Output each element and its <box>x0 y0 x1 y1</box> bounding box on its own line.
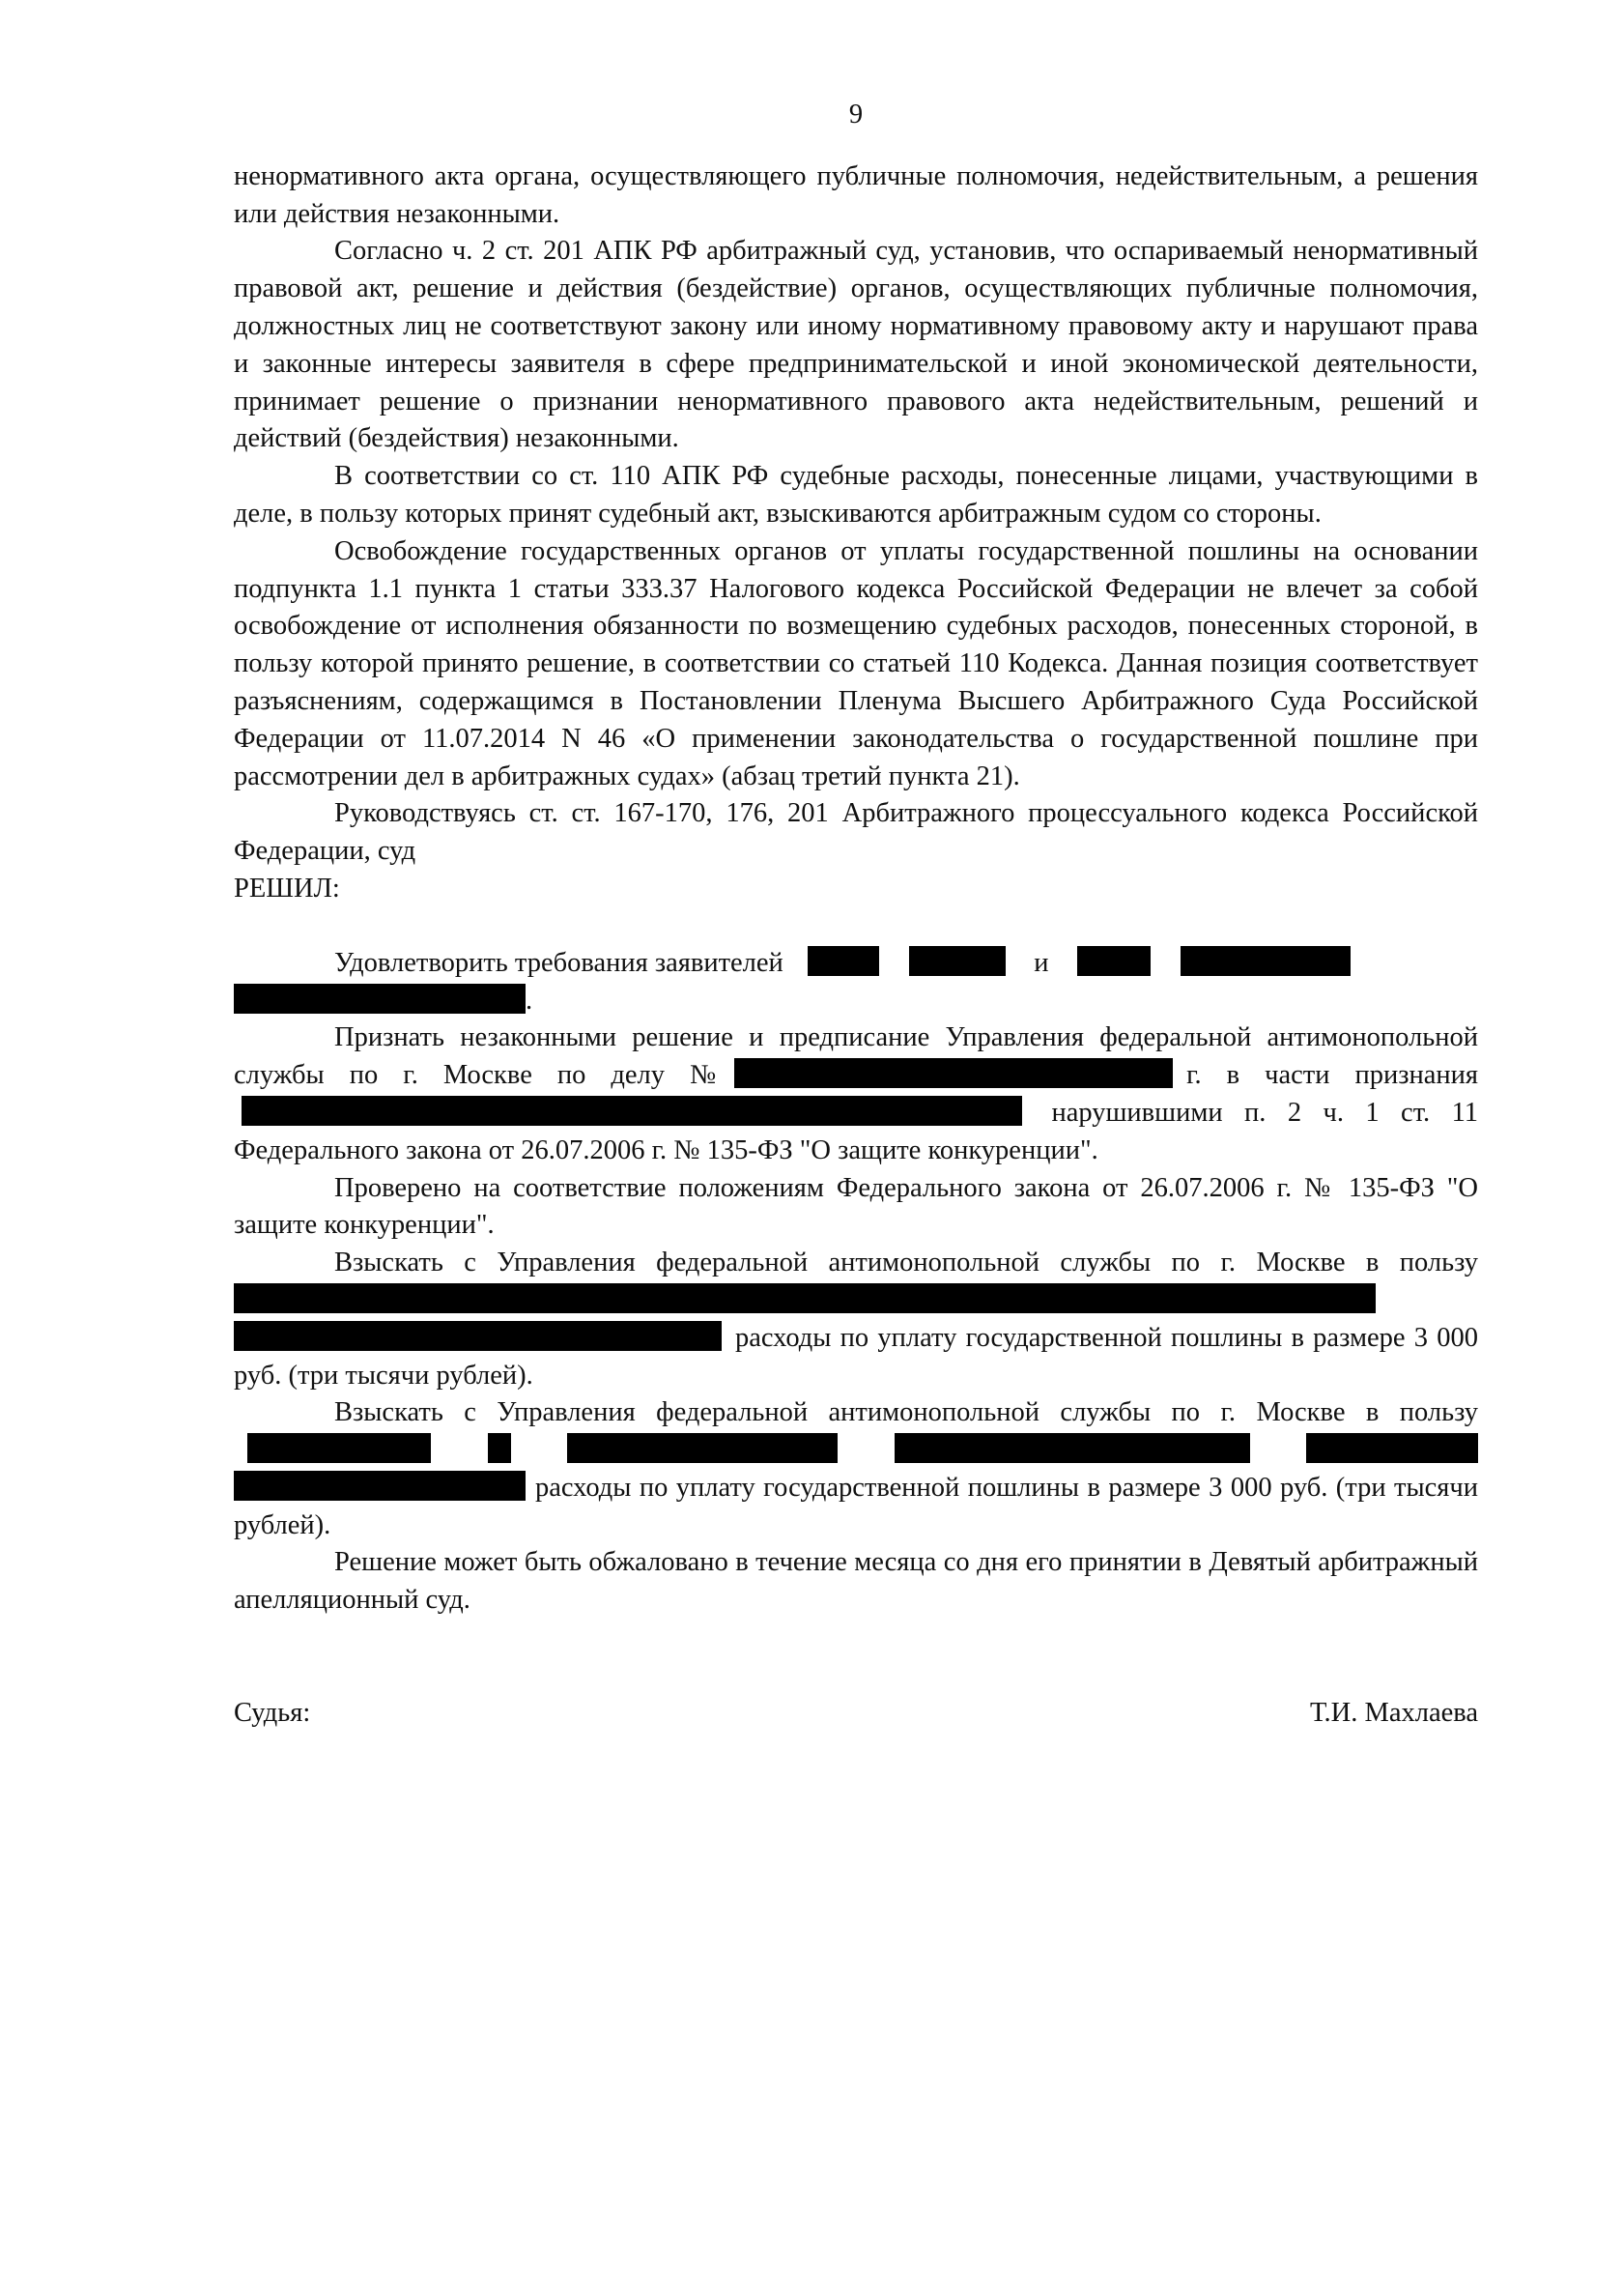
decision-2 <box>234 1019 1478 1169</box>
decision-3: Проверено на соответствие положениям Федерального закона от 26.07.2006 г. № 135-ФЗ "О защите конкуренции". <box>234 1172 1478 1241</box>
decision-5-text-a: Взыскать с Управления федеральной антимонопольной службы по г. Москве в пользу <box>334 1397 1478 1428</box>
decision-4-text-b: расходы по уплату государственной пошлины в размере 3 000 руб. (три тысячи рублей). <box>234 1322 1478 1391</box>
decision-2-text-a: Признать незаконными решение и предписание Управления федеральной антимонопольной службы по г. Москве по делу № <box>234 1022 1478 1091</box>
paragraph-5: Руководствуясь ст. ст. 167-170, 176, 201 Арбитражного процессуального кодекса Российской Федерации, суд <box>234 798 1478 867</box>
decision-1-and: и <box>1034 947 1049 978</box>
decision-2-text-b: г. в части признания <box>1186 1060 1478 1091</box>
redaction <box>242 1096 1022 1126</box>
paragraph-4: Освобождение государственных органов от уплаты государственной пошлины на основании подпункта 1.1 пункта 1 статьи 333.37 Налогового кодекса Российской Федерации не влечет за собой освобождение от исполнения обязанности по возмещению судебных расходов, понесенных стороной, в пользу которой принято решение, в соответствии со статьей 110 Кодекса. Данная позиция соответствует разъяснениям, содержащимся в Постановлении Пленума Высшего Арбитражного Суда Российской Федерации от 11.07.2014 N 46 «О применении законодательства о государственной пошлине при рассмотрении дел в арбитражных судах» (абзац третий пункта 21). <box>234 535 1478 791</box>
redaction <box>234 984 526 1014</box>
redaction <box>1306 1433 1478 1463</box>
decision-5-text-b: расходы по уплату государственной пошлины в размере 3 000 руб. (три тысячи рублей). <box>234 1472 1478 1540</box>
redaction <box>234 1471 526 1501</box>
redaction <box>909 946 1006 976</box>
decision-1-text: Удовлетворить требования заявителей <box>334 947 783 978</box>
paragraph-1: ненормативного акта органа, осуществляющего публичные полномочия, недействительным, а решения или действия незаконными. <box>234 160 1478 229</box>
redaction <box>247 1433 431 1463</box>
redaction <box>895 1433 1250 1463</box>
redaction <box>488 1433 511 1463</box>
signature-block <box>234 1695 1478 1733</box>
page-number: 9 <box>848 100 864 129</box>
decision-4 <box>234 1245 1478 1394</box>
redaction <box>734 1058 1173 1088</box>
paragraph-2: Согласно ч. 2 ст. 201 АПК РФ арбитражный суд, установив, что оспариваемый ненормативный правовой акт, решение и действия (бездействие) органов, осуществляющих публичные полномочия, должностных лиц не соответствуют закону или иному нормативному правовому акту и нарушают права и законные интересы заявителя в сфере предпринимательской и иной экономической деятельности, принимает решение о признании ненормативного правового акта недействительным, решений и действий (бездействия) незаконными. <box>234 236 1478 454</box>
judge-name: Т.И. Махлаева <box>1309 1698 1478 1729</box>
decision-1 <box>234 945 1478 1020</box>
redaction <box>1077 946 1151 976</box>
redaction <box>567 1433 838 1463</box>
decision-2-text-c: нарушившими п. 2 ч. 1 ст. 11 Федерального закона от 26.07.2006 г. № 135-ФЗ "О защите конкуренции". <box>234 1097 1479 1165</box>
redaction <box>1181 946 1351 976</box>
decision-1-end: . <box>526 985 533 1016</box>
decision-5 <box>234 1394 1478 1544</box>
redaction <box>234 1283 1376 1313</box>
document-page <box>234 97 1478 1733</box>
decision-6: Решение может быть обжаловано в течение месяца со дня его принятии в Девятый арбитражный апелляционный суд. <box>234 1547 1478 1616</box>
redaction <box>808 946 879 976</box>
decision-4-text-a: Взыскать с Управления федеральной антимонопольной службы по г. Москве в пользу <box>334 1248 1478 1278</box>
redaction <box>234 1321 722 1351</box>
decision-heading: РЕШИЛ: <box>234 873 340 904</box>
paragraph-3: В соответствии со ст. 110 АПК РФ судебные расходы, понесенные лицами, участвующими в деле, в пользу которых принят судебный акт, взыскиваются арбитражным судом со стороны. <box>234 461 1478 529</box>
judge-label: Судья: <box>234 1698 311 1729</box>
